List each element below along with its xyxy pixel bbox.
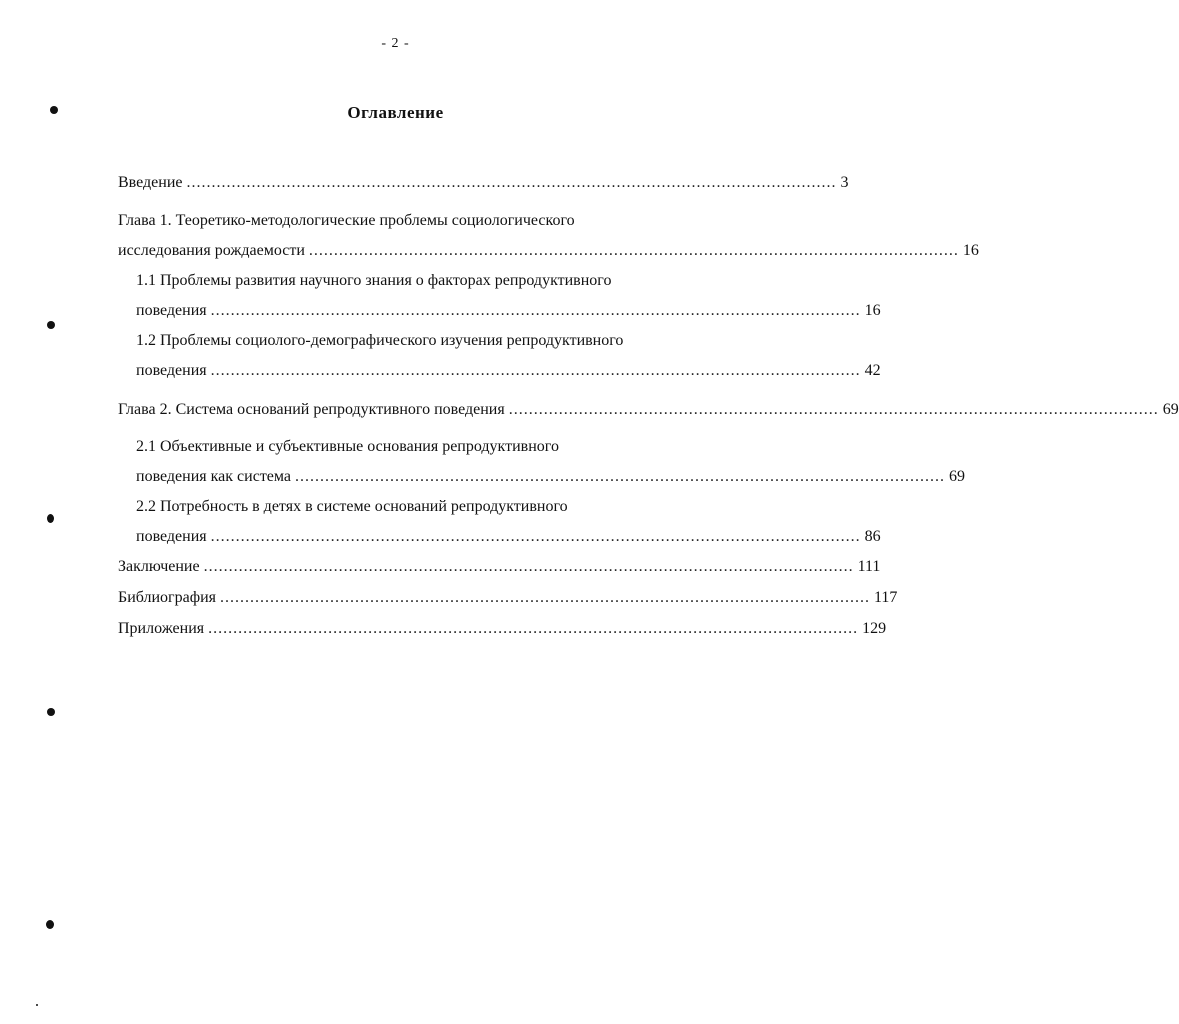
toc-entry-page: 42 [864, 362, 881, 379]
leader-dots: .................................................................................................................................. [208, 620, 859, 637]
toc-entry-appendices [118, 618, 887, 640]
toc-entry-text: исследования рождаемости [118, 242, 305, 259]
toc-entry-chapter1 [118, 240, 979, 262]
toc-entry-section11 [136, 300, 881, 322]
scan-mark [36, 1004, 38, 1006]
leader-dots: .................................................................................................................................. [210, 302, 861, 319]
leader-dots: .................................................................................................................................. [210, 528, 861, 545]
toc-entry-bibliography [118, 587, 898, 609]
toc-title: Оглавление [347, 103, 444, 122]
scan-mark [47, 514, 54, 523]
toc-entry-text: Приложения [118, 620, 205, 637]
leader-dots: .................................................................................................................................. [210, 362, 861, 379]
toc-entry-page: 3 [840, 174, 849, 191]
toc-entry-page: 86 [864, 528, 881, 545]
toc-entry-section11-line1: 1.1 Проблемы развития научного знания о факторах репродуктивного [136, 272, 612, 289]
toc-entry-text: поведения как система [136, 468, 292, 485]
toc-entry-intro [118, 172, 849, 194]
toc-entry-section22 [136, 526, 881, 548]
toc-entry-page: 69 [1162, 401, 1179, 418]
leader-dots: .................................................................................................................................. [308, 242, 959, 259]
toc-entry-page: 69 [949, 468, 966, 485]
toc-entry-chapter1-line1: Глава 1. Теоретико-методологические проблемы социологического [118, 212, 575, 229]
scan-mark [46, 920, 54, 929]
scan-mark [50, 106, 58, 114]
page-number: - 2 - [381, 36, 410, 51]
toc-entry-text: поведения [136, 302, 207, 319]
scan-mark [47, 708, 55, 716]
toc-entry-page: 111 [857, 558, 881, 575]
toc-entry-page: 117 [874, 589, 898, 606]
toc-entry-section21-line1: 2.1 Объективные и субъективные основания репродуктивного [136, 438, 559, 455]
toc-entry-section12 [136, 360, 881, 382]
toc-entry-text: поведения [136, 528, 207, 545]
toc-entry-text: Заключение [118, 558, 200, 575]
toc-entry-page: 16 [864, 302, 881, 319]
toc-entry-conclusion [118, 556, 881, 578]
leader-dots: .................................................................................................................................. [203, 558, 854, 575]
leader-dots: .................................................................................................................................. [220, 589, 870, 606]
toc-entry-text: Глава 2. Система оснований репродуктивного поведения [118, 401, 505, 418]
scan-mark [47, 321, 55, 329]
leader-dots: .................................................................................................................................. [508, 401, 1159, 418]
toc-entry-section22-line1: 2.2 Потребность в детях в системе оснований репродуктивного [136, 498, 568, 515]
leader-dots: .................................................................................................................................. [295, 468, 946, 485]
toc-entry-text: Введение [118, 174, 183, 191]
toc-entry-page: 129 [862, 620, 887, 637]
leader-dots: .................................................................................................................................. [186, 174, 837, 191]
toc-entry-text: поведения [136, 362, 207, 379]
toc-entry-section12-line1: 1.2 Проблемы социолого-демографического изучения репродуктивного [136, 332, 624, 349]
toc-entry-section21 [136, 466, 966, 488]
toc-entry-page: 16 [962, 242, 979, 259]
toc-entry-chapter2 [118, 399, 1179, 421]
toc-entry-text: Библиография [118, 589, 216, 606]
